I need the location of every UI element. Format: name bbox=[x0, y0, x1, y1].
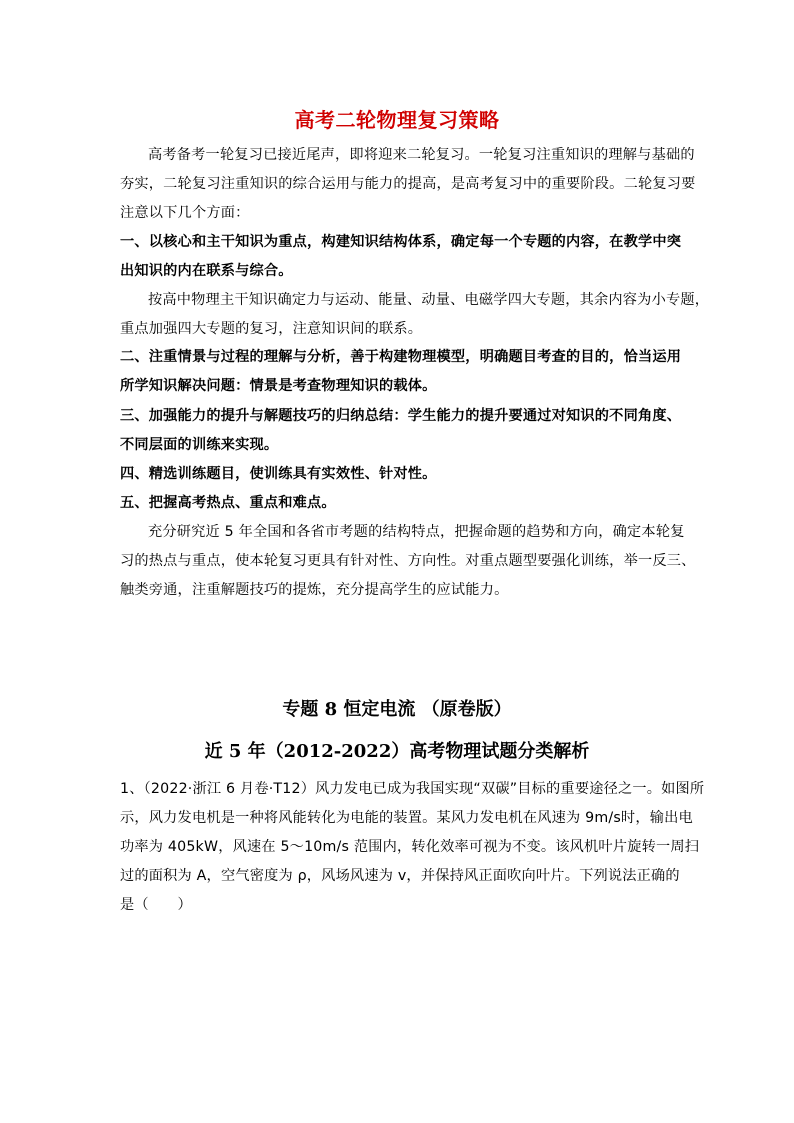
topic-subtitle: 近 5 年（2012-2022）高考物理试题分类解析 bbox=[204, 741, 590, 762]
point-1-heading bbox=[120, 228, 680, 286]
text-line: 所学知识解决问题：情景是考查物理知识的载体。 bbox=[120, 378, 437, 394]
text-line: 充分研究近 5 年全国和各省市考题的结构特点，把握命题的趋势和方向，确定本轮复 bbox=[148, 524, 685, 540]
text-line: 五、把握高考热点、重点和难点。 bbox=[120, 495, 336, 511]
text-line: 夯实，二轮复习注重知识的综合运用与能力的提高，是高考复习中的重要阶段。二轮复习要 bbox=[120, 176, 696, 192]
intro-paragraph bbox=[120, 141, 696, 228]
topic-title: 专题 8 恒定电流 （原卷版） bbox=[282, 699, 512, 720]
text-line: 二、注重情景与过程的理解与分析，善于构建物理模型，明确题目考查的目的，恰当运用 bbox=[120, 349, 682, 365]
main-title: 高考二轮物理复习策略 bbox=[294, 108, 500, 132]
text-line: 四、精选训练题目，使训练具有实效性、针对性。 bbox=[120, 466, 437, 482]
text-line: 是（ ） bbox=[120, 897, 192, 913]
text-line: 按高中物理主干知识确定力与运动、能量、动量、电磁学四大专题，其余内容为小专题， bbox=[148, 292, 710, 308]
text-line: 一、以核心和主干知识为重点，构建知识结构体系，确定每一个专题的内容，在教学中突 bbox=[120, 234, 682, 250]
text-line: 高考备考一轮复习已接近尾声，即将迎来二轮复习。一轮复习注重知识的理解与基础的 bbox=[148, 147, 695, 163]
text-line: 1、（2022·浙江 6 月卷·T12）风力发电已成为我国实现“双碳”目标的重要途径之一。如图所 bbox=[120, 781, 705, 797]
point-4-heading bbox=[120, 460, 680, 489]
text-line: 习的热点与重点，使本轮复习更具有针对性、方向性。对重点题型要强化训练，举一反三、 bbox=[120, 553, 696, 569]
text-line: 重点加强四大专题的复习，注意知识间的联系。 bbox=[120, 321, 423, 337]
text-line: 不同层面的训练来实现。 bbox=[120, 437, 279, 453]
point-5-heading bbox=[120, 489, 680, 518]
text-line: 注意以下几个方面： bbox=[120, 205, 250, 221]
text-line: 示，风力发电机是一种将风能转化为电能的装置。某风力发电机在风速为 9m/s时，输出电 bbox=[120, 810, 693, 826]
text-line: 过的面积为 A，空气密度为 ρ，风场风速为 v，并保持风正面吹向叶片。下列说法正确的 bbox=[120, 868, 680, 884]
text-line: 触类旁通，注重解题技巧的提炼，充分提高学生的应试能力。 bbox=[120, 582, 509, 598]
point-5-body bbox=[120, 518, 696, 605]
point-3-heading bbox=[120, 402, 680, 460]
text-line: 三、加强能力的提升与解题技巧的归纳总结：学生能力的提升要通过对知识的不同角度、 bbox=[120, 408, 682, 424]
text-line: 出知识的内在联系与综合。 bbox=[120, 263, 293, 279]
question-1 bbox=[120, 775, 705, 920]
text-line: 功率为 405kW，风速在 5～10m/s 范围内，转化效率可视为不变。该风机叶片旋转一周扫 bbox=[120, 839, 700, 855]
point-1-body bbox=[120, 286, 710, 344]
point-2-heading bbox=[120, 343, 680, 401]
